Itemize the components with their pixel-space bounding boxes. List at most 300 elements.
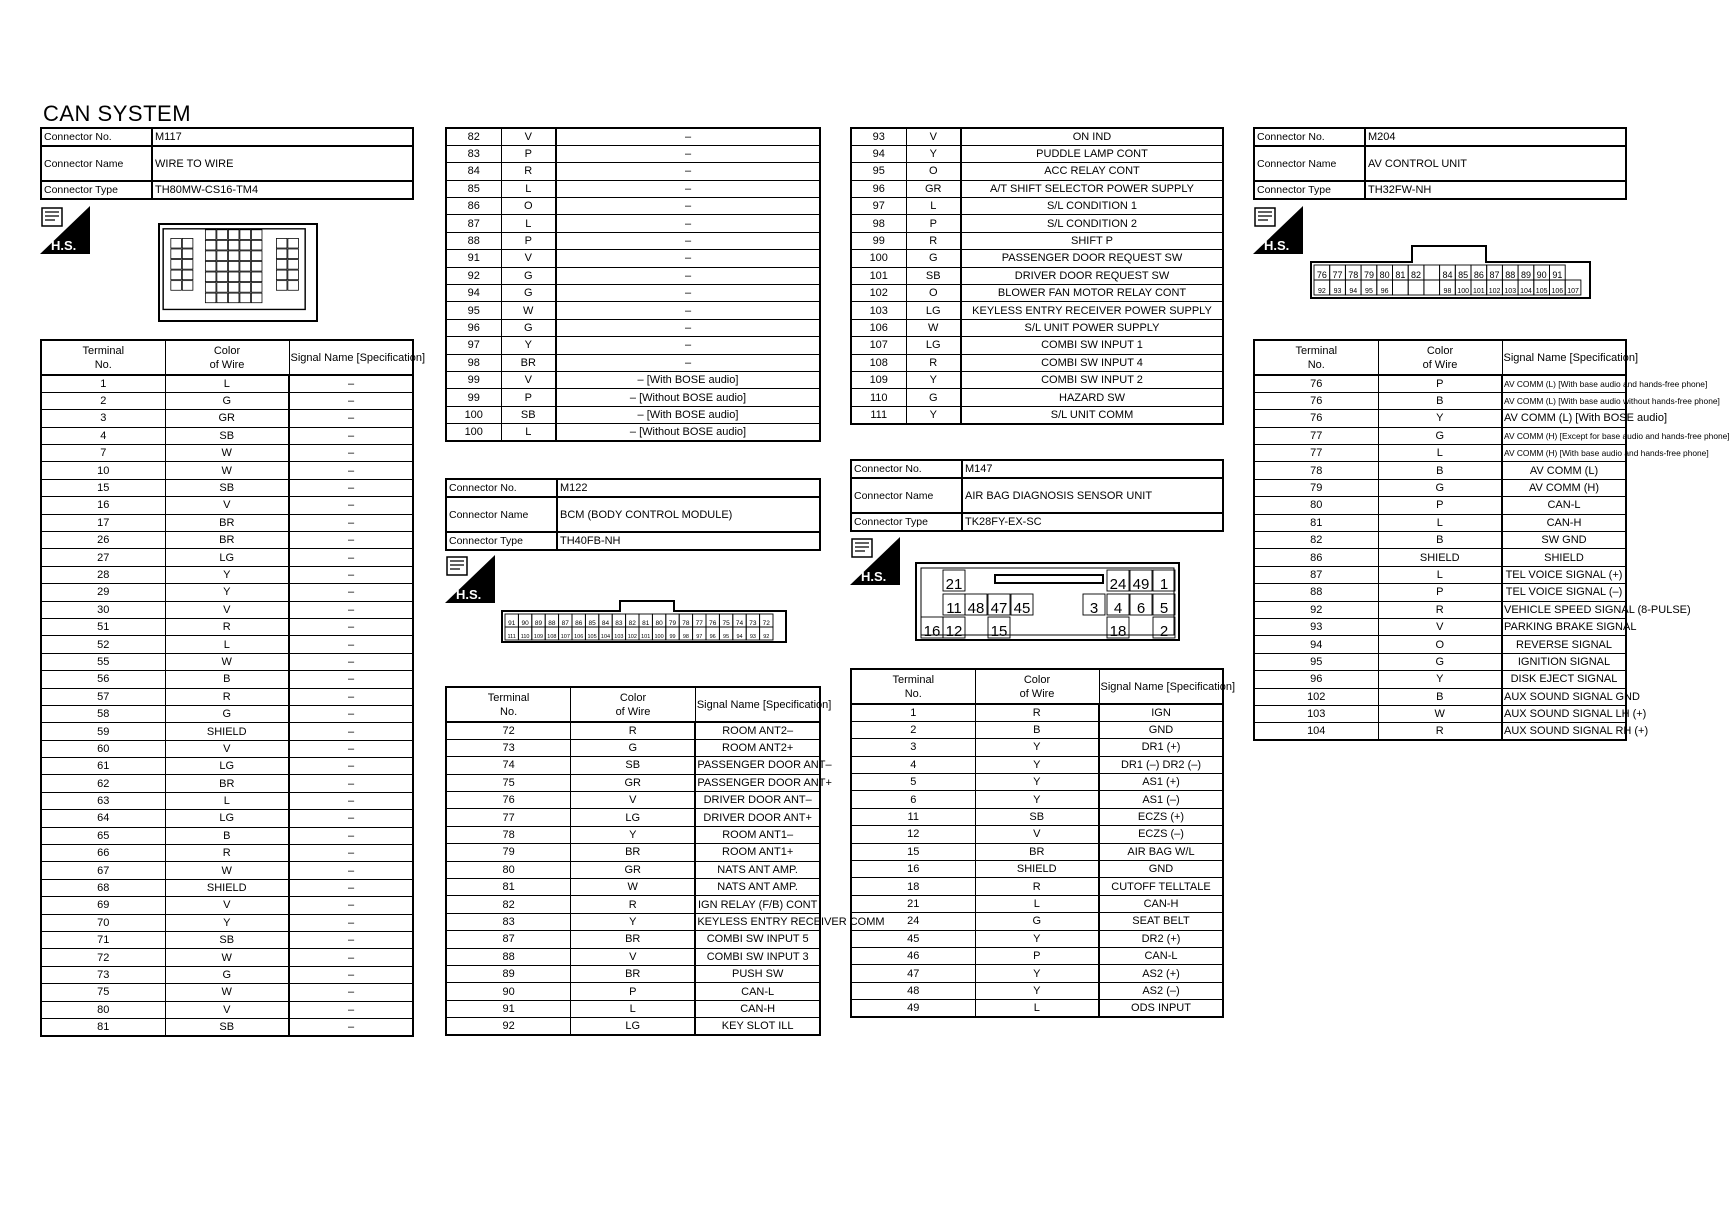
pin-number: 98	[682, 634, 689, 640]
signal-name: AUX SOUND SIGNAL GND	[1502, 688, 1626, 705]
terminal-no: 59	[41, 723, 165, 740]
pin-number: 108	[547, 634, 557, 640]
wire-color: LG	[571, 809, 696, 826]
signal-name: DRIVER DOOR ANT–	[695, 792, 820, 809]
terminal-no: 74	[446, 757, 571, 774]
pin-number: 97	[696, 634, 703, 640]
signal-name: ACC RELAY CONT	[961, 163, 1223, 180]
terminal-no: 103	[1254, 705, 1378, 722]
wire-color: BR	[501, 354, 556, 371]
harness-side-icon	[1253, 206, 1303, 254]
terminal-no: 100	[851, 250, 906, 267]
signal-name: GND	[1099, 721, 1223, 738]
signal-name: AS1 (–)	[1099, 791, 1223, 808]
signal-name: COMBI SW INPUT 2	[961, 371, 1223, 388]
pin-number: 98	[1443, 288, 1452, 295]
terminal-no: 72	[41, 949, 165, 966]
color-header: Color of Wire	[1378, 340, 1502, 375]
wire-color: O	[501, 198, 556, 215]
table-row	[446, 844, 820, 861]
wire-color: R	[165, 688, 289, 705]
connector-info-m117	[40, 127, 414, 200]
table-row	[446, 406, 820, 423]
signal-name: TEL VOICE SIGNAL (–)	[1502, 584, 1626, 601]
signal-name: COMBI SW INPUT 3	[695, 948, 820, 965]
terminal-no: 46	[851, 947, 975, 964]
harness-side-icon	[850, 537, 900, 585]
wire-color: G	[906, 250, 961, 267]
signal-name: AUX SOUND SIGNAL LH (+)	[1502, 705, 1626, 722]
wire-color: L	[975, 1000, 1099, 1017]
terminal-no: 76	[446, 792, 571, 809]
signal-name: KEY SLOT ILL	[695, 1018, 820, 1035]
table-row	[446, 913, 820, 930]
wire-color: W	[501, 302, 556, 319]
wire-color: BR	[165, 532, 289, 549]
table-row	[41, 862, 413, 879]
wire-color: V	[165, 601, 289, 618]
wire-color: SB	[165, 479, 289, 496]
terminal-no: 16	[41, 497, 165, 514]
pin-number: 15	[990, 623, 1008, 640]
signal-name: –	[556, 267, 820, 284]
pin-number: 107	[560, 634, 570, 640]
terminal-no: 100	[446, 424, 501, 441]
signal-name: CAN-H	[1099, 895, 1223, 912]
signal-name: –	[289, 914, 413, 931]
wire-color: GR	[906, 180, 961, 197]
table-row	[41, 740, 413, 757]
pin-number: 95	[723, 634, 730, 640]
signal-name: –	[289, 671, 413, 688]
signal-name: NATS ANT AMP.	[695, 861, 820, 878]
terminal-no: 77	[1254, 445, 1378, 462]
terminal-no: 27	[41, 549, 165, 566]
wire-color: R	[1378, 601, 1502, 618]
connector-type-value: TK28FY-EX-SC	[962, 513, 1223, 531]
connector-no-label: Connector No.	[1254, 128, 1365, 146]
signal-name: –	[289, 879, 413, 896]
signal-name: PASSENGER DOOR ANT+	[695, 774, 820, 791]
table-row	[41, 375, 413, 392]
terminal-header: Terminal No.	[446, 687, 571, 722]
pin-number: 86	[1473, 270, 1484, 280]
table-row	[41, 932, 413, 949]
wire-color: R	[975, 704, 1099, 721]
signal-name: –	[289, 897, 413, 914]
signal-name: PUDDLE LAMP CONT	[961, 145, 1223, 162]
signal-name: –	[289, 601, 413, 618]
wire-color: Y	[501, 337, 556, 354]
pin-number: 45	[1013, 600, 1031, 617]
pin-number: 85	[1458, 270, 1469, 280]
terminal-no: 75	[41, 984, 165, 1001]
table-row	[851, 198, 1223, 215]
table-row	[446, 757, 820, 774]
table-row	[446, 180, 820, 197]
table-row	[41, 671, 413, 688]
table-row	[41, 949, 413, 966]
signal-name: TEL VOICE SIGNAL (+)	[1502, 566, 1626, 583]
wire-color: P	[1378, 497, 1502, 514]
terminal-header: Terminal No.	[1254, 340, 1378, 375]
terminal-no: 92	[446, 267, 501, 284]
table-row	[446, 198, 820, 215]
hs-label: H.S.	[1264, 238, 1290, 253]
table-row	[446, 389, 820, 406]
table-row	[41, 792, 413, 809]
pin-number: 96	[709, 634, 716, 640]
signal-name: –	[289, 462, 413, 479]
signal-name: –	[289, 827, 413, 844]
table-row	[851, 982, 1223, 999]
signal-name: –	[289, 584, 413, 601]
terminal-header: Terminal No.	[851, 669, 975, 704]
signal-header: Signal Name [Specification]	[289, 340, 413, 375]
table-row	[41, 445, 413, 462]
terminal-no: 102	[1254, 688, 1378, 705]
terminal-table-m117	[40, 339, 426, 1037]
table-row	[41, 775, 413, 792]
pin-number: 103	[614, 634, 624, 640]
table-row	[41, 966, 413, 983]
pin-number: 87	[1489, 270, 1500, 280]
signal-name: –	[289, 445, 413, 462]
pin-number: 76	[1316, 270, 1327, 280]
table-row	[446, 983, 820, 1000]
table-row	[446, 774, 820, 791]
pin-number: 92	[1317, 288, 1326, 295]
wire-color: Y	[906, 406, 961, 423]
table-row	[851, 302, 1223, 319]
terminal-no: 78	[1254, 462, 1378, 479]
table-row	[446, 302, 820, 319]
signal-name: PUSH SW	[695, 965, 820, 982]
connector-m122-diagram	[502, 597, 787, 643]
wire-color: O	[906, 163, 961, 180]
terminal-no: 103	[851, 302, 906, 319]
table-row	[41, 1018, 413, 1035]
signal-name: –	[556, 285, 820, 302]
table-row	[1254, 514, 1626, 531]
signal-name: –	[289, 688, 413, 705]
wire-color: P	[1378, 375, 1502, 392]
pin-number: 101	[641, 634, 651, 640]
table-row	[851, 808, 1223, 825]
terminal-no: 47	[851, 965, 975, 982]
pin-number: 78	[682, 620, 690, 627]
wire-color: L	[1378, 445, 1502, 462]
terminal-no: 79	[1254, 479, 1378, 496]
pin-number: 80	[655, 620, 663, 627]
signal-name: A/T SHIFT SELECTOR POWER SUPPLY	[961, 180, 1223, 197]
connector-no-label: Connector No.	[446, 479, 557, 497]
terminal-no: 29	[41, 584, 165, 601]
wire-color: R	[165, 618, 289, 635]
wire-color: V	[501, 250, 556, 267]
signal-name: –	[556, 128, 820, 145]
pin-number: 3	[1089, 600, 1099, 617]
terminal-no: 17	[41, 514, 165, 531]
signal-name: REVERSE SIGNAL	[1502, 636, 1626, 653]
signal-header: Signal Name [Specification]	[1099, 669, 1223, 704]
table-row	[851, 406, 1223, 423]
terminal-no: 15	[851, 843, 975, 860]
signal-name: –	[556, 198, 820, 215]
table-row	[446, 337, 820, 354]
signal-name: CUTOFF TELLTALE	[1099, 878, 1223, 895]
signal-name: AV COMM (H) [Except for base audio and hands-free phone]	[1502, 427, 1626, 444]
pin-number: 107	[1567, 288, 1579, 295]
wire-color: BR	[975, 843, 1099, 860]
wire-color: P	[501, 232, 556, 249]
wire-color: B	[975, 721, 1099, 738]
signal-name: –	[289, 966, 413, 983]
connector-m122-panel	[445, 478, 821, 551]
signal-name: ODS INPUT	[1099, 1000, 1223, 1017]
terminal-no: 95	[1254, 653, 1378, 670]
table-row	[446, 285, 820, 302]
terminal-no: 68	[41, 879, 165, 896]
wire-color: LG	[571, 1018, 696, 1035]
table-row	[446, 319, 820, 336]
terminal-no: 18	[851, 878, 975, 895]
pin-number: 106	[574, 634, 584, 640]
terminal-no: 81	[41, 1018, 165, 1035]
pin-number: 21	[945, 576, 963, 593]
terminal-no: 57	[41, 688, 165, 705]
signal-header: Signal Name [Specification]	[1502, 340, 1626, 375]
table-row	[446, 931, 820, 948]
terminal-no: 73	[41, 966, 165, 983]
pin-number: 92	[763, 634, 770, 640]
wire-color: Y	[571, 826, 696, 843]
signal-name: –	[289, 514, 413, 531]
signal-name: – [With BOSE audio]	[556, 371, 820, 388]
signal-name: COMBI SW INPUT 1	[961, 337, 1223, 354]
table-row	[851, 913, 1223, 930]
wire-color: Y	[975, 930, 1099, 947]
wire-color: P	[906, 215, 961, 232]
wire-color: Y	[165, 566, 289, 583]
table-row	[851, 163, 1223, 180]
pin-number: 91	[1552, 270, 1563, 280]
wire-color: R	[165, 845, 289, 862]
table-row	[1254, 462, 1626, 479]
signal-name: COMBI SW INPUT 4	[961, 354, 1223, 371]
wire-color: G	[165, 705, 289, 722]
wire-color: G	[571, 739, 696, 756]
signal-name: –	[289, 566, 413, 583]
wire-color: G	[975, 913, 1099, 930]
signal-name: CAN-H	[1502, 514, 1626, 531]
wire-color: V	[165, 740, 289, 757]
wire-color: O	[1378, 636, 1502, 653]
terminal-no: 111	[851, 406, 906, 423]
terminal-no: 58	[41, 705, 165, 722]
signal-name: ROOM ANT1–	[695, 826, 820, 843]
terminal-no: 92	[1254, 601, 1378, 618]
table-row	[41, 601, 413, 618]
table-row	[1254, 479, 1626, 496]
table-row	[851, 843, 1223, 860]
wire-color: SB	[906, 267, 961, 284]
terminal-no: 97	[851, 198, 906, 215]
pin-number: 93	[1333, 288, 1342, 295]
terminal-no: 77	[446, 809, 571, 826]
harness-side-icon	[40, 206, 90, 254]
signal-name: DR1 (+)	[1099, 739, 1223, 756]
wire-color: G	[501, 319, 556, 336]
wire-color: Y	[975, 756, 1099, 773]
table-row	[41, 618, 413, 635]
table-row	[41, 497, 413, 514]
table-row	[1254, 445, 1626, 462]
wire-color: P	[975, 947, 1099, 964]
terminal-no: 26	[41, 532, 165, 549]
signal-name: AV COMM (L) [With base audio without hands-free phone]	[1502, 392, 1626, 409]
connector-name-value: AV CONTROL UNIT	[1365, 146, 1626, 181]
table-row	[851, 285, 1223, 302]
terminal-no: 94	[851, 145, 906, 162]
terminal-no: 96	[851, 180, 906, 197]
signal-name: –	[289, 792, 413, 809]
signal-name: –	[289, 427, 413, 444]
signal-name: S/L UNIT COMM	[961, 406, 1223, 423]
color-header: Color of Wire	[975, 669, 1099, 704]
terminal-no: 98	[851, 215, 906, 232]
pin-number: 74	[735, 620, 744, 627]
terminal-no: 83	[446, 913, 571, 930]
signal-name: – [Without BOSE audio]	[556, 424, 820, 441]
table-row	[446, 1018, 820, 1035]
terminal-table-m122	[445, 686, 885, 1036]
table-row	[851, 267, 1223, 284]
table-row	[41, 532, 413, 549]
wire-color: GR	[571, 861, 696, 878]
signal-name: IGNITION SIGNAL	[1502, 653, 1626, 670]
pin-number: 101	[1473, 288, 1485, 295]
table-row	[1254, 427, 1626, 444]
wire-color: BR	[571, 844, 696, 861]
table-row	[1254, 549, 1626, 566]
table-row	[41, 879, 413, 896]
pin-number: 77	[695, 620, 703, 627]
wire-color: V	[165, 1001, 289, 1018]
table-row	[41, 810, 413, 827]
terminal-table-m122-cont	[850, 127, 1224, 425]
signal-name: –	[289, 984, 413, 1001]
wire-color: LG	[906, 302, 961, 319]
pin-number: 79	[668, 620, 677, 627]
connector-m204-panel	[1253, 127, 1627, 200]
pin-number: 106	[1551, 288, 1564, 295]
pin-number: 24	[1109, 576, 1127, 593]
terminal-no: 95	[446, 302, 501, 319]
terminal-no: 30	[41, 601, 165, 618]
pin-number: 95	[1365, 288, 1373, 295]
table-row	[851, 1000, 1223, 1017]
table-row	[851, 756, 1223, 773]
wire-color: L	[906, 198, 961, 215]
connector-no-value: M147	[962, 460, 1223, 478]
table-row	[1254, 497, 1626, 514]
signal-header: Signal Name [Specification]	[695, 687, 820, 722]
table-row	[851, 371, 1223, 388]
pin-number: 4	[1113, 600, 1123, 617]
table-row	[446, 792, 820, 809]
terminal-no: 1	[41, 375, 165, 392]
signal-name: IGN	[1099, 704, 1223, 721]
pin-number: 11	[946, 600, 962, 617]
terminal-no: 107	[851, 337, 906, 354]
pin-number: 84	[1442, 270, 1453, 280]
signal-name: –	[289, 862, 413, 879]
connector-name-value: WIRE TO WIRE	[152, 146, 413, 181]
terminal-no: 83	[446, 145, 501, 162]
wire-color: Y	[165, 584, 289, 601]
terminal-no: 75	[446, 774, 571, 791]
wire-color: W	[165, 949, 289, 966]
connector-name-value: AIR BAG DIAGNOSIS SENSOR UNIT	[962, 478, 1223, 513]
table-row	[41, 549, 413, 566]
terminal-no: 61	[41, 758, 165, 775]
signal-name: –	[556, 302, 820, 319]
connector-m117-diagram	[158, 223, 318, 322]
table-row	[1254, 601, 1626, 618]
wire-color: LG	[906, 337, 961, 354]
wire-color: R	[1378, 723, 1502, 740]
wire-color: SHIELD	[165, 723, 289, 740]
wire-color: W	[165, 445, 289, 462]
terminal-no: 85	[446, 180, 501, 197]
wire-color: L	[1378, 566, 1502, 583]
signal-name: AV COMM (L) [With base audio and hands-free phone]	[1502, 375, 1626, 392]
wire-color: LG	[165, 810, 289, 827]
table-row	[41, 479, 413, 496]
signal-name: –	[289, 479, 413, 496]
terminal-no: 66	[41, 845, 165, 862]
wire-color: B	[1378, 392, 1502, 409]
terminal-no: 49	[851, 1000, 975, 1017]
wire-color: W	[1378, 705, 1502, 722]
signal-name: –	[289, 932, 413, 949]
terminal-no: 110	[851, 389, 906, 406]
table-row	[446, 826, 820, 843]
terminal-no: 48	[851, 982, 975, 999]
table-row	[1254, 532, 1626, 549]
signal-name: CAN-L	[1502, 497, 1626, 514]
table-row	[851, 878, 1223, 895]
harness-side-icon	[445, 555, 495, 603]
table-row	[41, 1001, 413, 1018]
signal-name: ECZS (+)	[1099, 808, 1223, 825]
signal-name: AS2 (–)	[1099, 982, 1223, 999]
terminal-no: 79	[446, 844, 571, 861]
connector-type-label: Connector Type	[1254, 181, 1365, 199]
terminal-no: 10	[41, 462, 165, 479]
signal-name: –	[556, 250, 820, 267]
terminal-no: 76	[1254, 392, 1378, 409]
pin-number: 48	[967, 600, 985, 617]
signal-name: –	[289, 775, 413, 792]
connector-type-label: Connector Type	[41, 181, 152, 199]
wire-color: V	[571, 948, 696, 965]
connector-type-value: TH32FW-NH	[1365, 181, 1626, 199]
hs-label: H.S.	[861, 569, 887, 584]
wire-color: P	[501, 389, 556, 406]
wire-color: W	[165, 653, 289, 670]
